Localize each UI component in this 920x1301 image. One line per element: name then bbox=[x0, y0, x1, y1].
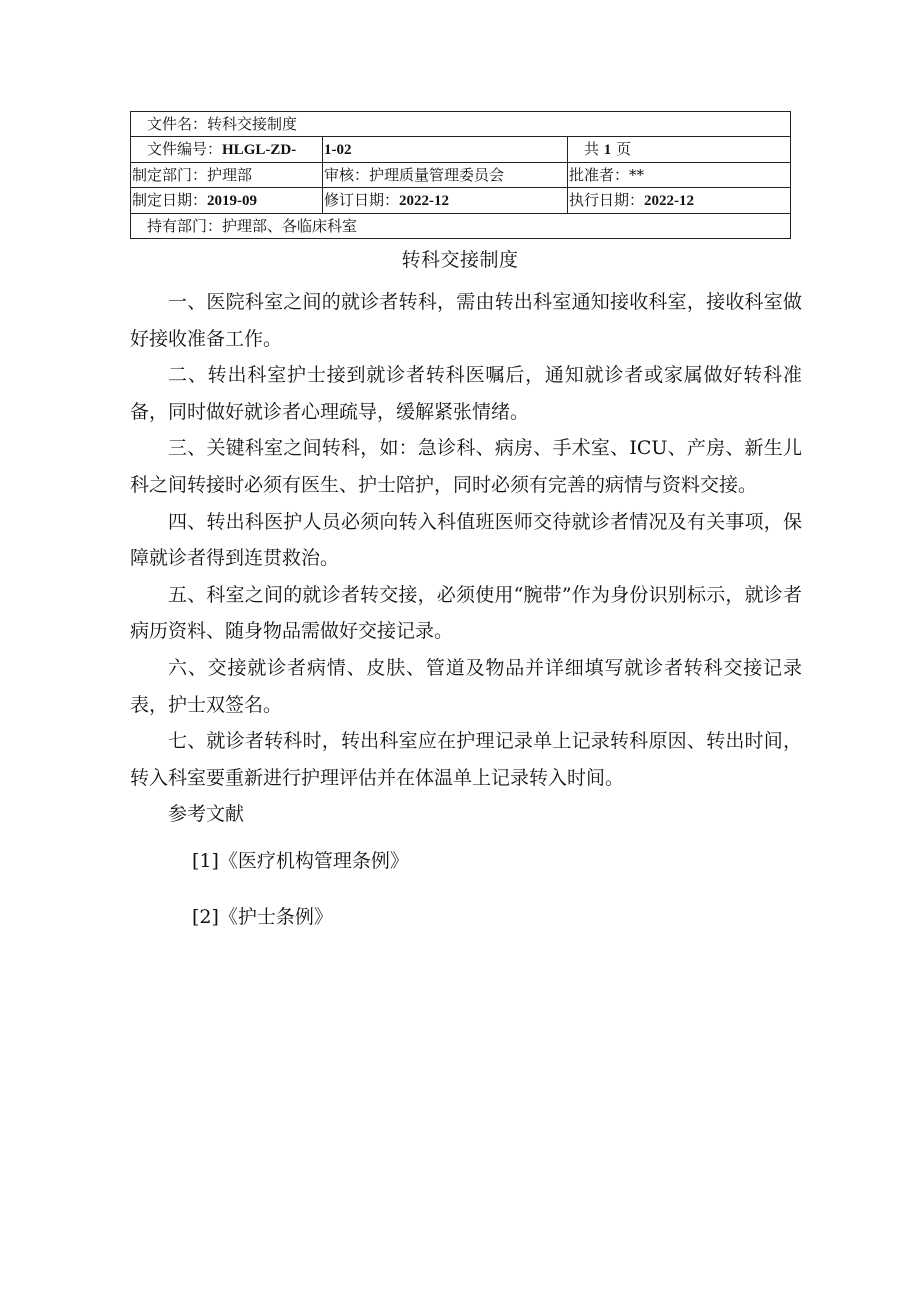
exec-date-value: 2022-12 bbox=[644, 193, 695, 209]
file-no-value-b: 1-02 bbox=[324, 142, 352, 158]
reference-item-2: [2]《护士条例》 bbox=[192, 905, 333, 928]
file-name-value: 转科交接制度 bbox=[207, 115, 298, 133]
page-count-prefix: 共 bbox=[584, 140, 600, 158]
file-no-cell bbox=[131, 137, 323, 163]
page-count-cell bbox=[568, 137, 791, 163]
file-no-value-a: HLGL-ZD- bbox=[222, 142, 297, 158]
review-value: 护理质量管理委员会 bbox=[369, 166, 505, 184]
paragraph-5: 五、科室之间的就诊者转交接，必须使用“腕带”作为身份识别标示，就诊者病历资料、随身物品需做好交接记录。 bbox=[130, 583, 802, 643]
approve-cell bbox=[568, 163, 791, 188]
dept-value: 护理部 bbox=[207, 166, 253, 184]
revise-date-cell bbox=[323, 188, 568, 214]
paragraph-1: 一、医院科室之间的就诊者转科，需由转出科室通知接收科室，接收科室做好接收准备工作。 bbox=[130, 291, 802, 350]
header-row-dept bbox=[131, 163, 791, 188]
header-row-file-name bbox=[131, 112, 791, 137]
page-count-value: 1 bbox=[603, 142, 612, 158]
document-title: 转科交接制度 bbox=[401, 249, 519, 271]
paragraph-2: 二、转出科室护士接到就诊者转科医嘱后，通知就诊者或家属做好转科准备，同时做好就诊者心理疏导，缓解紧张情绪。 bbox=[130, 364, 802, 423]
holder-label: 持有部门： bbox=[147, 217, 223, 235]
file-no-suffix-cell bbox=[323, 137, 568, 163]
dept-cell bbox=[131, 163, 323, 188]
made-date-cell bbox=[131, 188, 323, 214]
file-name-label: 文件名： bbox=[147, 115, 208, 133]
document-header-table bbox=[130, 111, 791, 239]
revise-date-label: 修订日期： bbox=[324, 191, 400, 209]
approve-value: ** bbox=[629, 166, 645, 184]
document-body bbox=[130, 284, 802, 945]
header-row-dates bbox=[131, 188, 791, 214]
exec-date-cell bbox=[568, 188, 791, 214]
paragraph-4: 四、转出科医护人员必须向转入科值班医师交待就诊者情况及有关事项，保障就诊者得到连贯救治。 bbox=[130, 510, 802, 570]
dept-label: 制定部门： bbox=[132, 166, 208, 184]
review-label: 审核： bbox=[324, 166, 370, 184]
made-date-value: 2019-09 bbox=[207, 193, 258, 209]
references-heading: 参考文献 bbox=[168, 803, 245, 826]
header-row-file-no bbox=[131, 137, 791, 163]
holder-cell bbox=[131, 214, 791, 239]
made-date-label: 制定日期： bbox=[132, 191, 208, 209]
revise-date-value: 2022-12 bbox=[399, 193, 450, 209]
approve-label: 批准者： bbox=[569, 166, 630, 184]
file-no-label: 文件编号： bbox=[147, 140, 223, 158]
review-cell bbox=[323, 163, 568, 188]
paragraph-6: 六、交接就诊者病情、皮肤、管道及物品并详细填写就诊者转科交接记录表，护士双签名。 bbox=[130, 656, 802, 716]
header-row-holder bbox=[131, 214, 791, 239]
file-name-cell bbox=[131, 112, 791, 137]
paragraph-7: 七、就诊者转科时，转出科室应在护理记录单上记录转科原因、转出时间，转入科室要重新进行护理评估并在体温单上记录转入时间。 bbox=[130, 730, 802, 789]
exec-date-label: 执行日期： bbox=[569, 191, 645, 209]
page-count-suffix: 页 bbox=[616, 140, 632, 158]
holder-value: 护理部、各临床科室 bbox=[222, 217, 358, 235]
reference-item-1: [1]《医疗机构管理条例》 bbox=[192, 849, 409, 872]
paragraph-3: 三、关键科室之间转科，如：急诊科、病房、手术室、ICU、产房、新生儿科之间转接时必须有医生、护士陪护，同时必须有完善的病情与资料交接。 bbox=[130, 437, 802, 496]
